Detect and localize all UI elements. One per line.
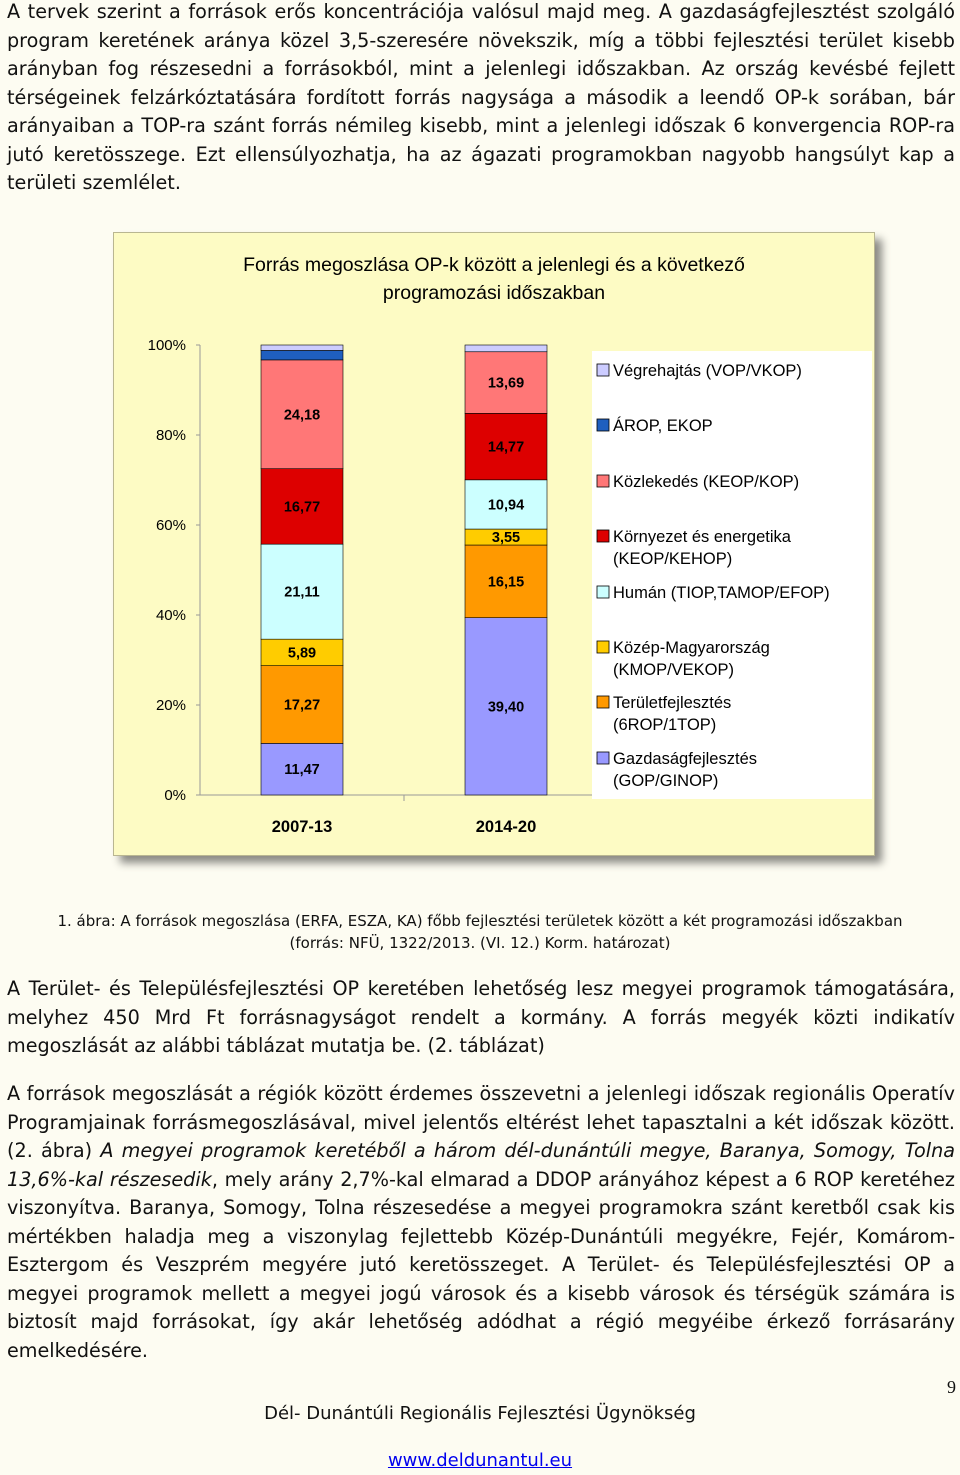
bar-value-label: 3,55: [491, 530, 521, 547]
legend-swatch: [597, 586, 609, 598]
bar-value-label: 11,47: [284, 762, 320, 779]
bar-value-label: 10,94: [487, 497, 525, 514]
x-category-label: 2014-20: [475, 818, 537, 836]
paragraph-italic-text: A megyei programok keretéből a három dél-dunántúli megye, Baranya, Somogy, Tolna 13,6%-kal részesedik: [7, 1139, 955, 1191]
legend-label: (GOP/GINOP): [613, 772, 719, 790]
paragraph-text-b: , mely arány 2,7%-kal elmarad a DDOP arányához képest a 6 ROP keretéhez viszonyítva. Baranya, Somogy, Tolna részesedése a megyei programokra szánt keretből csak kis mértékben haladja meg a viszonylag fejlettebb Közép-Dunántúli megyékre, Fejér, Komárom-Esztergom és Veszprém megyére jutó keretösszeget. A Terület- és Településfejlesztési OP a megyei programok mellett a megyei jogú városok és a kisebb városok és térségük számára is biztosít majd forrásokat, így akár lehetőség adódhat a régió megyéibe érkező forrásarány emelkedésére.: [7, 1167, 955, 1362]
legend-label: ÁROP, EKOP: [613, 417, 713, 435]
y-tick-label: 60%: [155, 517, 186, 534]
y-tick-label: 80%: [155, 427, 186, 444]
paragraph-regional-comparison: [7, 1080, 955, 1365]
bar-segment: [261, 345, 343, 350]
intro-paragraph: A tervek szerint a források erős koncentrációja valósul majd meg. A gazdaságfejlesztést szolgáló program keretének aránya közel 3,5-szeresére növekszik, míg a többi fejlesztési terület kisebb arányban fog részesedni a forrásokból, mint a jelenlegi időszakban. Az ország kevésbé fejlett térségeinek felzárkóztatására fordított forrás nagysága a második a leendő OP-k sorában, bár arányaiban a TOP-ra szánt forrás némileg kisebb, mint a jelenlegi időszak 6 konvergencia ROP-ra jutó keretösszege. Ezt ellensúlyozhatja, ha az ágazati programokban nagyobb hangsúlyt kap a területi szemlélet.: [7, 0, 955, 194]
legend-swatch: [597, 641, 609, 653]
legend-swatch: [597, 475, 609, 487]
y-tick-label: 100%: [147, 337, 186, 354]
legend-label: Humán (TIOP,TAMOP/EFOP): [613, 584, 830, 602]
bar-value-label: 21,11: [284, 584, 320, 601]
bar-value-label: 14,77: [487, 439, 525, 456]
footer-website-link[interactable]: www.deldunantul.eu: [387, 1450, 573, 1471]
chart-title-line-1: Forrás megoszlása OP-k között a jelenlegi és a következő: [243, 254, 745, 276]
paragraph-top-program: A Terület- és Településfejlesztési OP keretében lehetőség lesz megyei programok támogatására, melyhez 450 Mrd Ft forrásnagyságot rendelt a kormány. A forrás megyék közti indikatív megoszlását az alábbi táblázat mutatja be. (2. táblázat): [7, 977, 955, 1057]
legend-swatch: [597, 419, 609, 431]
legend-swatch: [597, 752, 609, 764]
legend-label: (KMOP/VEKOP): [613, 661, 735, 679]
legend-label: Közlekedés (KEOP/KOP): [613, 473, 800, 491]
bar-value-label: 24,18: [283, 407, 321, 424]
legend-label: (KEOP/KEHOP): [613, 550, 733, 568]
footer-organization: Dél- Dunántúli Regionális Fejlesztési Ügynökség: [264, 1403, 696, 1424]
legend-swatch: [597, 696, 609, 708]
legend-label: Területfejlesztés: [613, 694, 732, 712]
legend-label: (6ROP/1TOP): [613, 716, 717, 734]
bar-value-label: 17,27: [283, 697, 321, 714]
bar-value-label: 16,77: [283, 499, 321, 516]
legend-label: Közép-Magyarország: [613, 639, 770, 657]
y-tick-label: 40%: [155, 607, 186, 624]
bar-segment: [261, 350, 343, 359]
chart-title-line-2: programozási időszakban: [382, 282, 606, 304]
bar-segment: [465, 345, 547, 352]
y-tick-label: 0%: [164, 787, 186, 804]
bar-value-label: 13,69: [487, 375, 525, 392]
legend-label: Gazdaságfejlesztés: [613, 750, 757, 768]
y-tick-label: 20%: [155, 697, 186, 714]
paragraph-text-a: A források megoszlását a régiók között érdemes összevetni a jelenlegi időszak regionális Operatív Programjainak forrásmegoszlásával, mivel jelentős eltérést lehet tapasztalni a két időszak között. (2. ábra): [7, 1082, 955, 1162]
x-category-label: 2007-13: [271, 818, 333, 836]
legend-label: Környezet és energetika: [613, 528, 791, 546]
caption-line-2: (forrás: NFÜ, 1322/2013. (VI. 12.) Korm. határozat): [289, 934, 671, 952]
bar-value-label: 5,89: [287, 645, 317, 662]
chart-frame: [113, 232, 875, 856]
figure-caption: [0, 910, 960, 954]
page-number: 9: [947, 1377, 956, 1397]
caption-line-1: 1. ábra: A források megoszlása (ERFA, ESZA, KA) főbb fejlesztési területek között a két programozási időszakban: [57, 912, 903, 930]
legend-swatch: [597, 530, 609, 542]
stacked-bar-chart: [114, 233, 874, 855]
bar-value-label: 16,15: [487, 574, 525, 591]
legend-swatch: [597, 364, 609, 376]
legend-label: Végrehajtás (VOP/VKOP): [613, 362, 802, 380]
bar-value-label: 39,40: [487, 699, 525, 716]
